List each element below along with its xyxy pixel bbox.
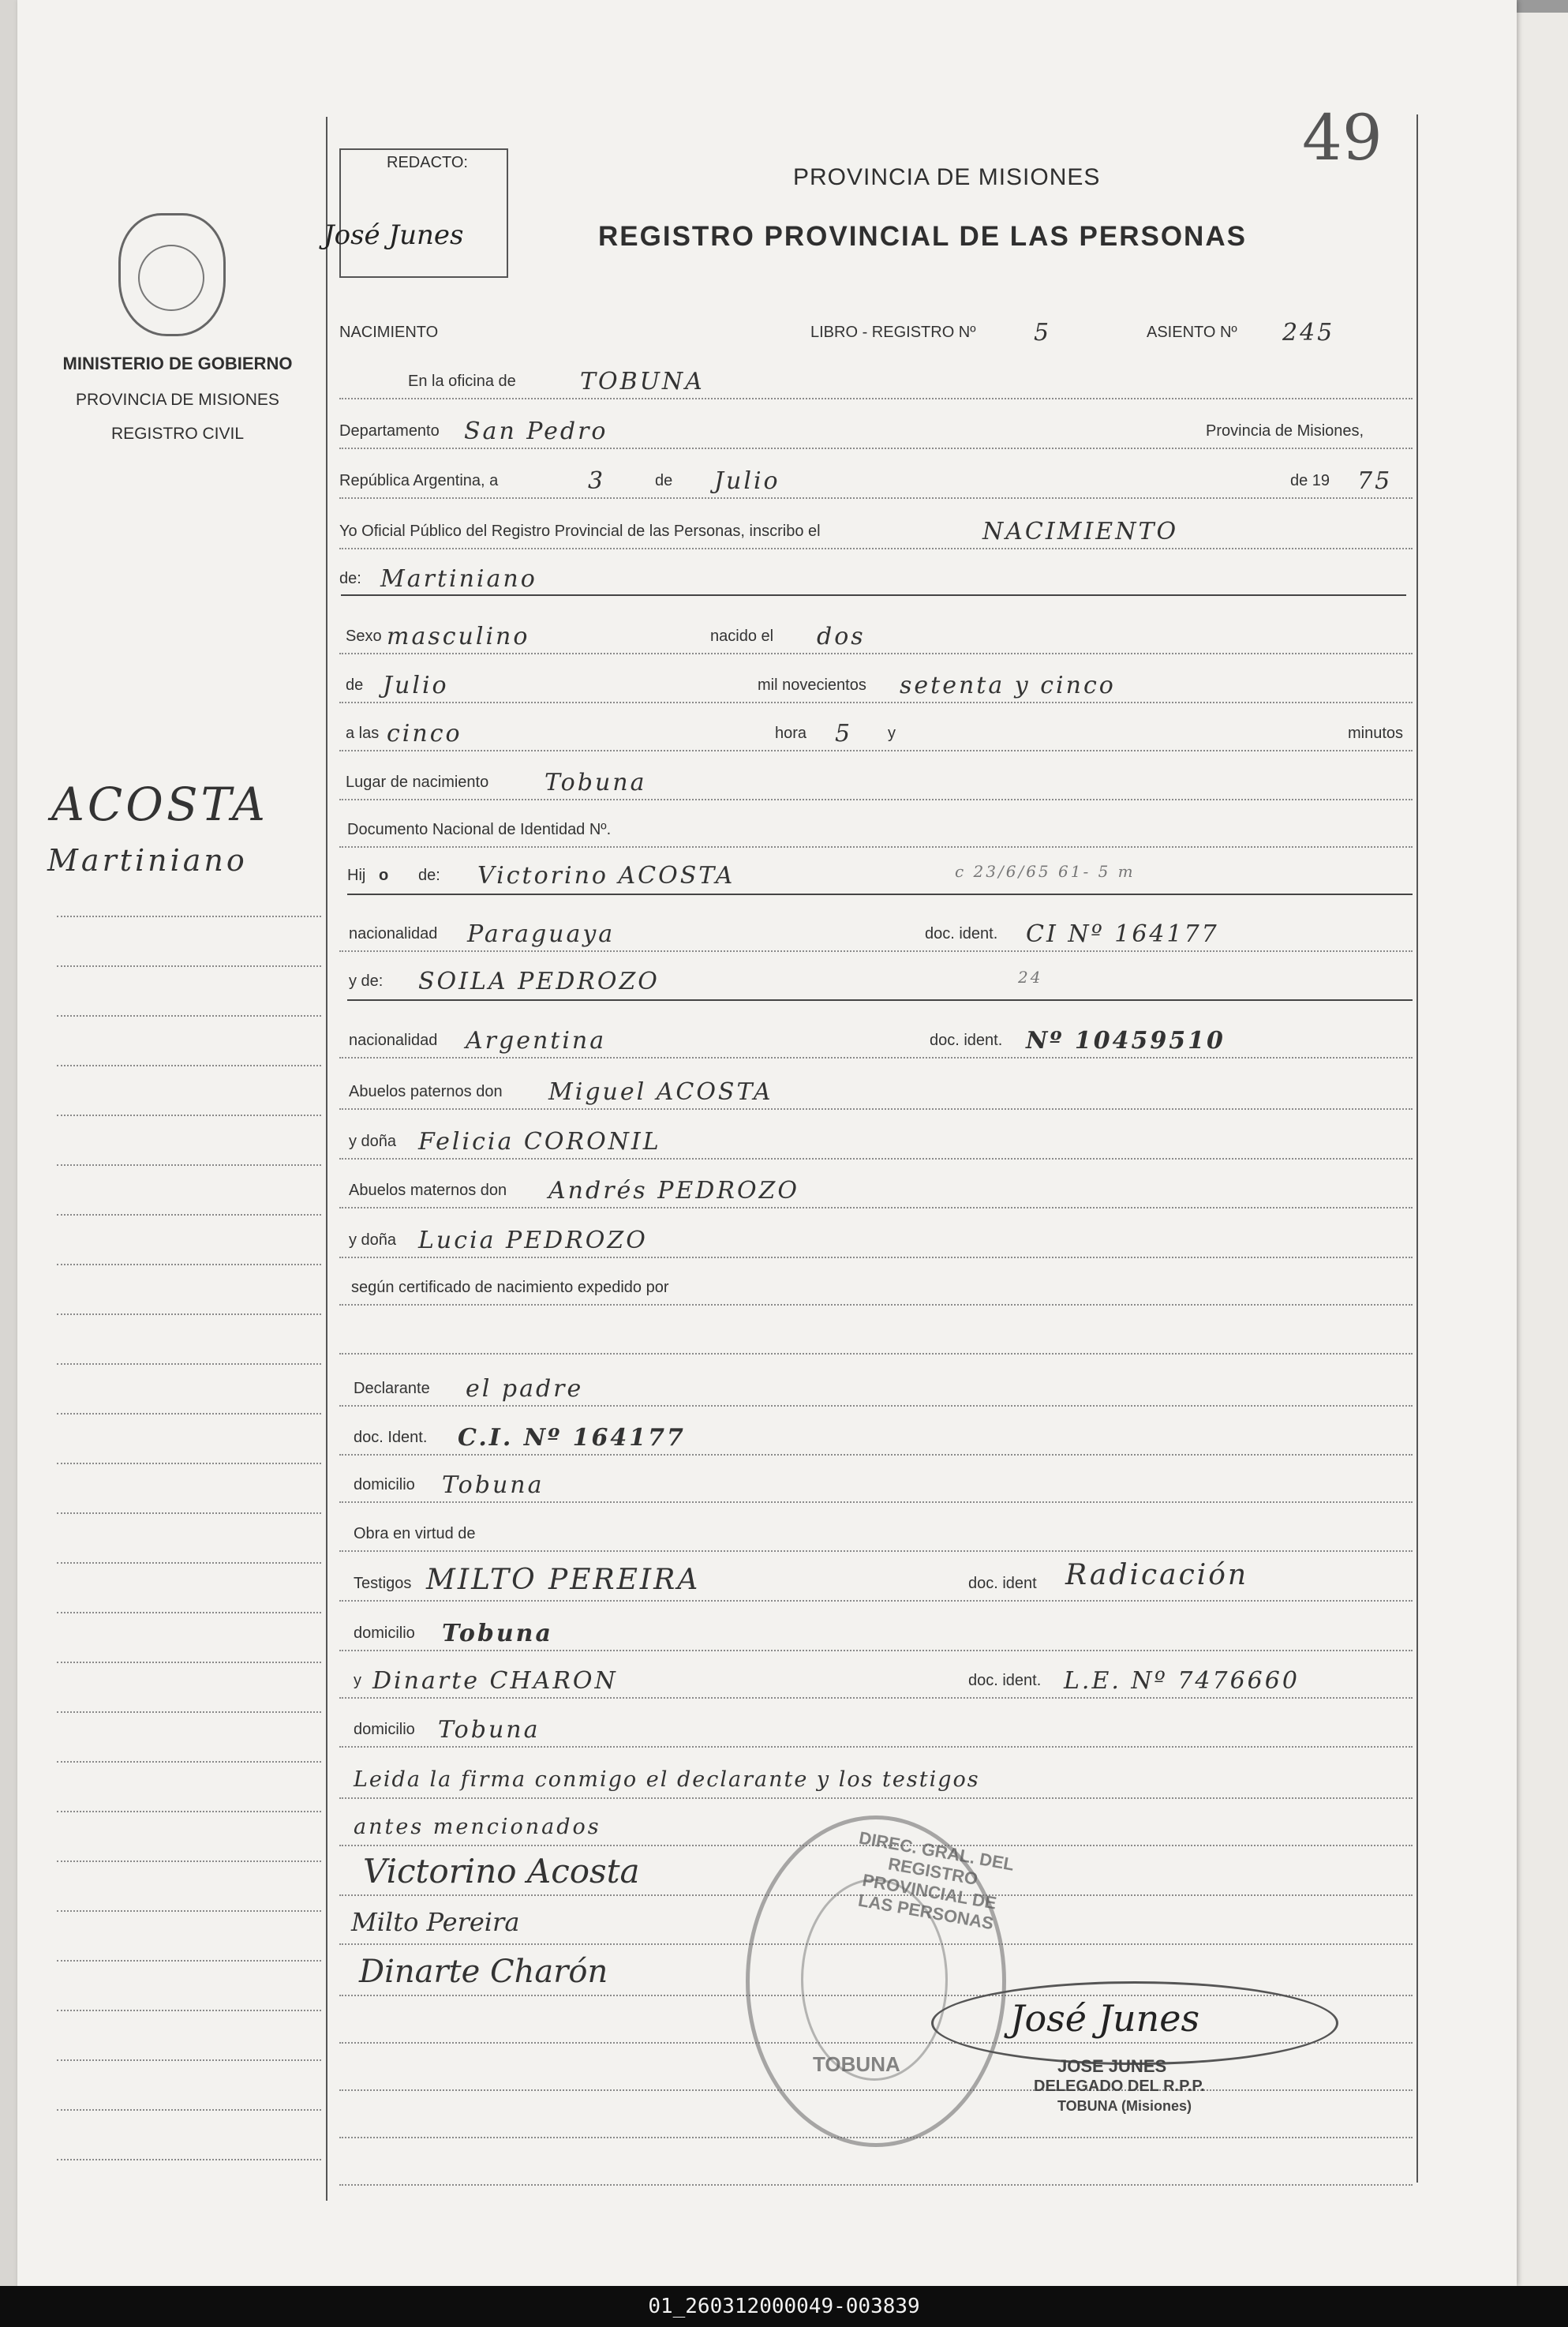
margin-rule-line [57, 1164, 321, 1166]
row-ab-pat-dona: y doña Felicia CORONIL [339, 1133, 1413, 1160]
row-padre: Hij o de: Victorino ACOSTA c 23/6/65 61- 5 m [347, 862, 1136, 890]
hora-letras-value: cinco [387, 720, 462, 748]
nac-padre-value: Paraguaya [467, 920, 616, 948]
testigo1-value: MILTO PEREIRA [426, 1564, 701, 1596]
margin-rule-line [57, 1711, 321, 1713]
delegado-title: DELEGADO DEL R.P.P. [1034, 2078, 1205, 2095]
row-dom-t2: domicilio Tobuna [339, 1721, 1413, 1748]
row-nombre: de: Martiniano [339, 565, 537, 593]
testigo2-value: Dinarte CHARON [372, 1667, 618, 1695]
libro-value: 5 [1034, 319, 1052, 347]
margin-surname: ACOSTA [51, 778, 268, 831]
firma-1: Victorino Acosta [363, 1852, 640, 1890]
doc-madre-value: Nº 10459510 [1026, 1027, 1226, 1055]
row-leida-1 [339, 1767, 1413, 1799]
stamp-ring-text: DIREC. GRAL. DEL REGISTRO PROVINCIAL DE LAS PERSONAS [856, 1827, 1016, 1934]
row-dni: Documento Nacional de Identidad Nº. [339, 821, 1413, 848]
padre-extra: c 23/6/65 61- 5 m [955, 862, 1136, 881]
sexo-value: masculino [387, 623, 530, 650]
nacido-mes-value: Julio [383, 672, 449, 699]
margin-rule-line [57, 2059, 321, 2061]
row-nac-madre: nacionalidad Argentina doc. ident. Nº 10459510 [339, 1032, 1413, 1059]
asiento-label: ASIENTO Nº [1147, 324, 1237, 341]
scan-footer: 01_260312000049-003839 [0, 2286, 1568, 2327]
madre-value: SOILA PEDROZO [418, 968, 660, 995]
row-sexo: Sexo masculino nacido el dos [339, 628, 1413, 654]
nombre-value: Martiniano [380, 565, 537, 593]
oficina-value: TOBUNA [580, 368, 705, 395]
margin-rule-line [57, 965, 321, 967]
margin-rule-line [57, 1363, 321, 1365]
margin-rule-line [57, 2109, 321, 2111]
margin-rule-line [57, 1612, 321, 1613]
margin-rule-line [57, 916, 321, 917]
nac-madre-value: Argentina [466, 1027, 607, 1055]
margin-rule-line [57, 1015, 321, 1017]
margin-rule-line [57, 1313, 321, 1315]
row-madre: y de: SOILA PEDROZO 24 [349, 968, 1043, 995]
row-header [339, 319, 1413, 349]
margin-rule-line [57, 2010, 321, 2011]
margin-rule-line [57, 1214, 321, 1216]
margin-rule-line [57, 1115, 321, 1116]
acto-value: NACIMIENTO [982, 518, 1179, 545]
row-blank-1 [339, 1328, 1413, 1355]
ab-pat-value: Miguel ACOSTA [548, 1078, 773, 1106]
header-province: PROVINCIA DE MISIONES [793, 164, 1101, 190]
row-nac-padre: nacionalidad Paraguaya doc. ident. CI Nº 164177 [339, 925, 1413, 952]
dom-t1-value: Tobuna [442, 1620, 553, 1647]
header-registry: REGISTRO PROVINCIAL DE LAS PERSONAS [598, 221, 1247, 252]
row-testigo1: Testigos MILTO PEREIRA doc. ident Radicación [339, 1575, 1413, 1602]
row-testigo2: y Dinarte CHARON doc. ident. L.E. Nº 7476660 [339, 1672, 1413, 1699]
firma-2: Milto Pereira [351, 1907, 520, 1937]
binding-edge [0, 0, 17, 2286]
margin-rule-line [57, 1413, 321, 1415]
declarante-value: el padre [466, 1375, 584, 1403]
stamp-city: TOBUNA [813, 2052, 900, 2076]
nacido-dia-value: dos [817, 623, 866, 650]
dom-t2-value: Tobuna [438, 1716, 541, 1744]
row-hora: a las cinco hora 5 y minutos [339, 725, 1413, 751]
ab-mat-value: Andrés PEDROZO [548, 1177, 799, 1205]
row-obra: Obra en virtud de [339, 1525, 1413, 1552]
margin-rule-line [57, 1512, 321, 1514]
margin-rule-line [57, 1264, 321, 1265]
anio-value: 75 [1357, 467, 1393, 495]
row-dom-t1: domicilio Tobuna [339, 1624, 1413, 1651]
delegado-signature: José Junes [1010, 1997, 1200, 2040]
row-ab-pat: Abuelos paternos don Miguel ACOSTA [339, 1083, 1413, 1110]
doc-decl-value: C.I. Nº 164177 [458, 1424, 686, 1452]
row-oficial: Yo Oficial Público del Registro Provincial de las Personas, inscribo el NACIMIENTO [339, 523, 1413, 549]
redacto-label: REDACTO: [387, 154, 468, 171]
right-rule [1416, 114, 1418, 2183]
asiento-value: 245 [1282, 319, 1335, 347]
record-type: NACIMIENTO [339, 324, 439, 341]
rule-madre [347, 999, 1413, 1001]
row-ab-mat: Abuelos maternos don Andrés PEDROZO [339, 1182, 1413, 1208]
margin-rule-line [57, 2159, 321, 2160]
firma-3: Dinarte Charón [359, 1954, 608, 1990]
margin-rule-line [57, 1811, 321, 1812]
row-domicilio: domicilio Tobuna [339, 1476, 1413, 1503]
sidebar-ministry: MINISTERIO DE GOBIERNO [62, 354, 293, 373]
ab-pat-dona-value: Felicia CORONIL [418, 1128, 661, 1156]
doc-padre-value: CI Nº 164177 [1026, 920, 1219, 948]
redacto-signature: José Junes [324, 219, 464, 251]
rule-padre [347, 894, 1413, 895]
domicilio-value: Tobuna [442, 1471, 544, 1499]
margin-rule-line [57, 1065, 321, 1066]
ab-mat-dona-value: Lucia PEDROZO [418, 1227, 648, 1254]
rule-nombre [341, 594, 1406, 596]
delegado-name: JOSE JUNES [1057, 2056, 1167, 2076]
lugar-value: Tobuna [544, 769, 647, 796]
margin-rule-line [57, 1562, 321, 1564]
seal-emblem-icon [138, 245, 204, 311]
margin-rule-line [57, 1463, 321, 1464]
sidebar-province: PROVINCIA DE MISIONES [76, 391, 279, 409]
page-number: 49 [1302, 101, 1383, 174]
padre-value: Victorino ACOSTA [477, 862, 735, 890]
hora-value: 5 [835, 720, 853, 748]
row-ab-mat-dona: y doña Lucia PEDROZO [339, 1231, 1413, 1258]
sidebar-civil: REGISTRO CIVIL [110, 425, 245, 443]
row-nacido-mes: de Julio mil novecientos setenta y cinco [339, 676, 1413, 703]
delegado-place: TOBUNA (Misiones) [1057, 2098, 1192, 2114]
margin-rule [326, 117, 327, 2201]
madre-extra: 24 [1018, 968, 1043, 987]
mes-value: Julio [714, 467, 780, 495]
margin-rule-line [57, 1960, 321, 1962]
margin-rule-line [57, 1761, 321, 1763]
dia-value: 3 [588, 467, 606, 495]
row-lugar: Lugar de nacimiento Tobuna [339, 774, 1413, 800]
row-blank-5 [339, 2159, 1413, 2186]
row-certificado: según certificado de nacimiento expedido por [339, 1279, 1413, 1306]
libro-label: LIBRO - REGISTRO Nº [810, 324, 976, 341]
leida-line-2: antes mencionados [354, 1815, 601, 1839]
leida-line-1: Leida la firma conmigo el declarante y los testigos [354, 1767, 980, 1792]
doc-t2-value: L.E. Nº 7476660 [1064, 1667, 1300, 1695]
margin-rule-line [57, 1860, 321, 1862]
row-doc-decl: doc. Ident. C.I. Nº 164177 [339, 1429, 1413, 1456]
margin-given-name: Martiniano [47, 843, 248, 878]
departamento-value: San Pedro [464, 418, 608, 445]
row-declarante: Declarante el padre [339, 1380, 1413, 1407]
anio-letras-value: setenta y cinco [900, 672, 1116, 699]
doc-t1-value: Radicación [1065, 1559, 1249, 1591]
row-oficina: En la oficina de TOBUNA [339, 373, 1413, 399]
row-fecha: República Argentina, a 3 de Julio de 19 75 [339, 472, 1413, 499]
margin-rule-line [57, 1910, 321, 1912]
row-departamento: Departamento San Pedro Provincia de Misiones, [339, 422, 1413, 449]
margin-rule-line [57, 1662, 321, 1663]
